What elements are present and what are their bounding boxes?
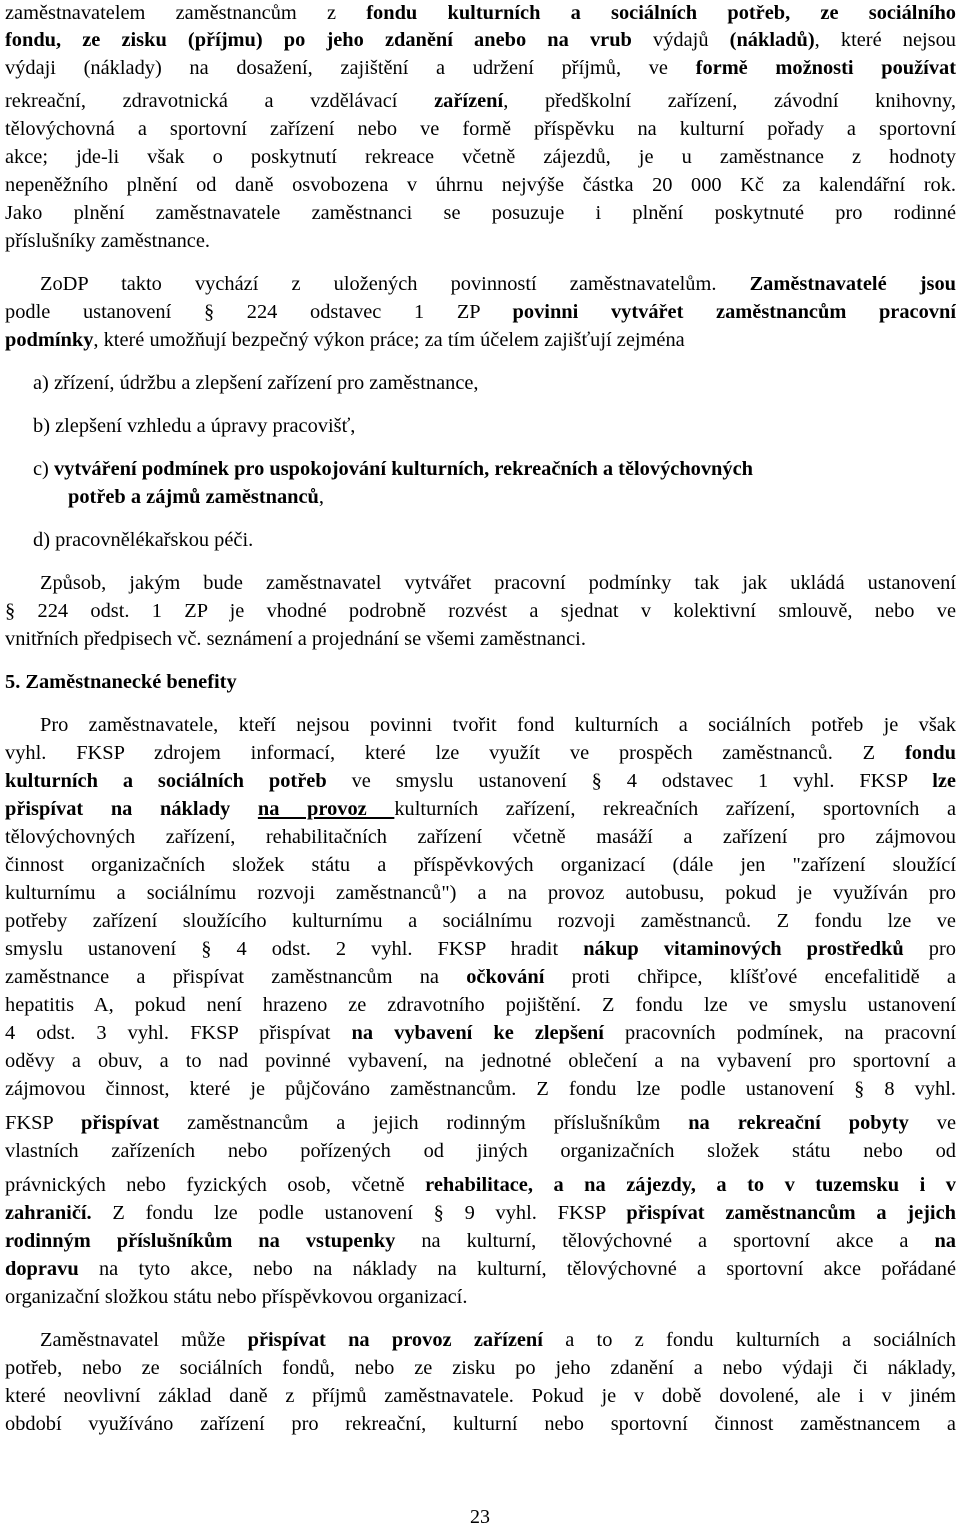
text-line: dopravu na tyto akce, nebo na náklady na kulturní, tělovýchovné a sportovní akce pořádané xyxy=(5,1258,956,1280)
text-line: zaměstnance a přispívat zaměstnancům na očkování proti chřipce, klíšťové encefalitidě a xyxy=(5,966,956,988)
list-item: a) zřízení, údržbu a zlepšení zařízení pro zaměstnance, xyxy=(33,372,479,394)
text-line: které neovlivní základ daně z příjmů zaměstnavatele. Pokud je v době dovolené, ale i v jiném xyxy=(5,1385,956,1407)
text-line: hepatitis A, pokud není hrazeno ze zdravotního pojištění. Z fondu lze ve smyslu ustanovení xyxy=(5,994,956,1016)
page-number: 23 xyxy=(470,1506,490,1528)
text-line: fondu, ze zisku (příjmu) po jeho zdanění anebo na vrub výdajů (nákladů), které nejsou xyxy=(5,29,956,51)
text-line: tělovýchovná a sportovní zařízení nebo ve formě příspěvku na kulturní pořady a sportovní xyxy=(5,118,956,140)
text-line: organizační složkou státu nebo příspěvkovou organizací. xyxy=(5,1286,468,1308)
text-line: nepeněžního plnění od daně osvobozena v úhrnu nejvýše částka 20 000 Kč za kalendářní rok. xyxy=(5,174,956,196)
text-line: vyhl. FKSP zdrojem informací, které lze využít ve prospěch zaměstnanců. Z fondu xyxy=(5,742,956,764)
text-line: Zaměstnavatel může přispívat na provoz zařízení a to z fondu kulturních a sociálních xyxy=(40,1329,956,1351)
text-line: Jako plnění zaměstnavatele zaměstnanci se posuzuje i plnění poskytnuté pro rodinné xyxy=(5,202,956,224)
text-line: vlastních zařízeních nebo pořízených od jiných organizačních složek státu nebo od xyxy=(5,1140,956,1162)
list-item: b) zlepšení vzhledu a úpravy pracovišť, xyxy=(33,415,356,437)
text-line: zahraničí. Z fondu lze podle ustanovení § 9 vyhl. FKSP přispívat zaměstnancům a jejich xyxy=(5,1202,956,1224)
text-line: § 224 odst. 1 ZP je vhodné podrobně rozvést a sjednat v kolektivní smlouvě, nebo ve xyxy=(5,600,956,622)
list-item-continuation: potřeb a zájmů zaměstnanců, xyxy=(68,486,324,508)
text-line: Pro zaměstnavatele, kteří nejsou povinni tvořit fond kulturních a sociálních potřeb je však xyxy=(40,714,956,736)
text-line: činnost organizačních složek státu a příspěvkových organizací (dále jen "zařízení sloužící xyxy=(5,854,956,876)
text-line: přispívat na náklady na provoz kulturních zařízení, rekreačních zařízení, sportovních a xyxy=(5,798,956,820)
text-line: období využíváno zařízení pro rekreační, kulturní nebo sportovní činnost zaměstnancem a xyxy=(5,1413,956,1435)
text-line: kulturnímu a sociálnímu rozvoji zaměstnanců") a na provoz autobusu, pokud je využíván pro xyxy=(5,882,956,904)
text-line: potřeby zařízení sloužícího kulturnímu a sociálnímu rozvoji zaměstnanců. Z fondu lze ve xyxy=(5,910,956,932)
list-item: d) pracovnělékařskou péči. xyxy=(33,529,254,551)
text-line: oděvy a obuv, a to nad povinné vybavení, na jednotné oblečení a na vybavení pro sportovní a xyxy=(5,1050,956,1072)
text-line: ZoDP takto vychází z uložených povinností zaměstnavatelům. Zaměstnavatelé jsou xyxy=(40,273,956,295)
text-line: zaměstnavatelem zaměstnancům z fondu kulturních a sociálních potřeb, ze sociálního xyxy=(5,2,956,24)
text-line: rekreační, zdravotnická a vzdělávací zařízení, předškolní zařízení, závodní knihovny, xyxy=(5,90,956,112)
text-line: smyslu ustanovení § 4 odst. 2 vyhl. FKSP hradit nákup vitaminových prostředků pro xyxy=(5,938,956,960)
list-item: c) vytváření podmínek pro uspokojování kulturních, rekreačních a tělovýchovných xyxy=(33,458,753,480)
text-line: zájmovou činnost, které je půjčováno zaměstnancům. Z fondu lze podle ustanovení § 8 vyhl. xyxy=(5,1078,956,1100)
text-line: kulturních a sociálních potřeb ve smyslu ustanovení § 4 odstavec 1 vyhl. FKSP lze xyxy=(5,770,956,792)
text-line: akce; jde-li však o poskytnutí rekreace včetně zájezdů, je u zaměstnance z hodnoty xyxy=(5,146,956,168)
text-line: podmínky, které umožňují bezpečný výkon práce; za tím účelem zajišťují zejména xyxy=(5,329,685,351)
text-line: právnických nebo fyzických osob, včetně rehabilitace, a na zájezdy, a to v tuzemsku i v xyxy=(5,1174,956,1196)
text-line: potřeb, nebo ze sociálních fondů, nebo ze zisku po jeho zdanění a nebo výdaji či náklady, xyxy=(5,1357,956,1379)
text-line: tělovýchovných zařízení, rehabilitačních zařízení včetně masáží a zařízení pro zájmovou xyxy=(5,826,956,848)
text-line: Způsob, jakým bude zaměstnavatel vytvářet pracovní podmínky tak jak ukládá ustanovení xyxy=(40,572,956,594)
text-line: výdaji (náklady) na dosažení, zajištění a udržení příjmů, ve formě možnosti používat xyxy=(5,57,956,79)
text-line: rodinným příslušníkům na vstupenky na kulturní, tělovýchovné a sportovní akce a na xyxy=(5,1230,956,1252)
text-line: FKSP přispívat zaměstnancům a jejich rodinným příslušníkům na rekreační pobyty ve xyxy=(5,1112,956,1134)
text-line: podle ustanovení § 224 odstavec 1 ZP povinni vytvářet zaměstnancům pracovní xyxy=(5,301,956,323)
text-line: vnitřních předpisech vč. seznámení a projednání se všemi zaměstnanci. xyxy=(5,628,586,650)
section-heading: 5. Zaměstnanecké benefity xyxy=(5,671,237,693)
text-line: 4 odst. 3 vyhl. FKSP přispívat na vybavení ke zlepšení pracovních podmínek, na pracovní xyxy=(5,1022,956,1044)
text-line: příslušníky zaměstnance. xyxy=(5,230,210,252)
